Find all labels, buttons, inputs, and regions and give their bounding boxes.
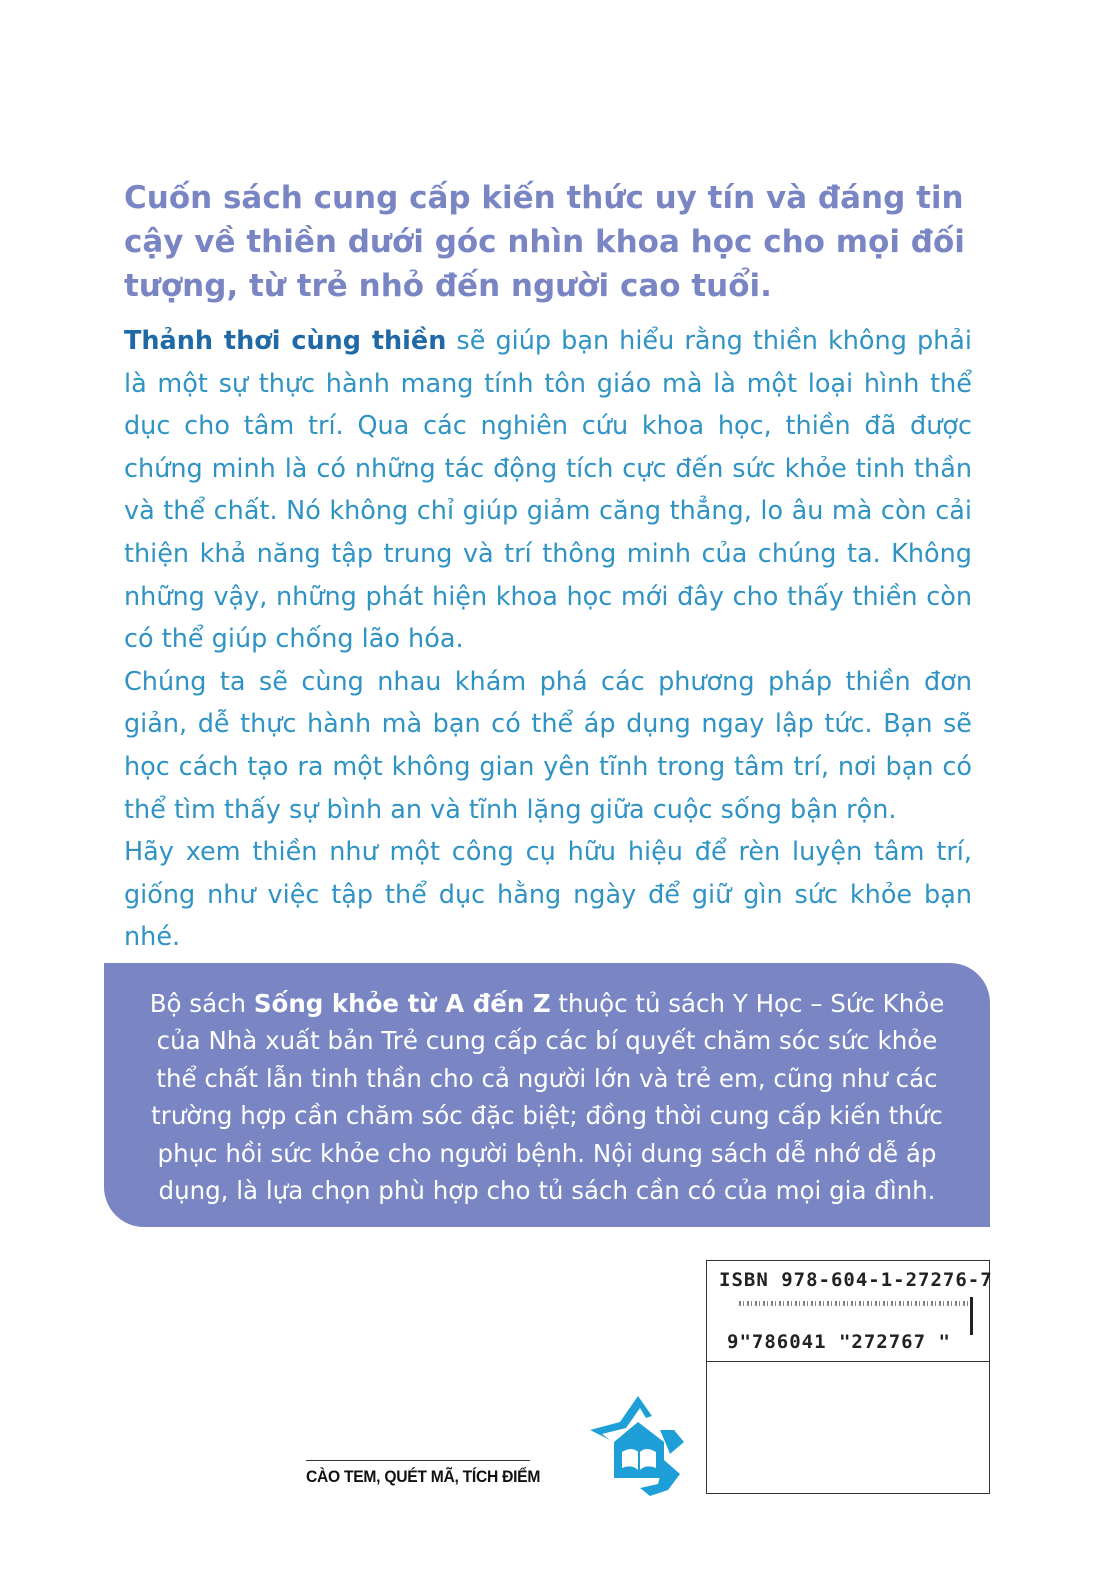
- scratch-scan-label: CÀO TEM, QUÉT MÃ, TÍCH ĐIỂM: [306, 1467, 541, 1486]
- series-info-box: [104, 963, 990, 1227]
- barcode-bars: [739, 1301, 969, 1306]
- barcode-end-bar: [970, 1297, 973, 1335]
- barcode-digits: 9"786041 "272767 ": [727, 1331, 951, 1353]
- series-name: Sống khỏe từ A đến Z: [253, 989, 551, 1018]
- scratch-scan-section: [306, 1460, 541, 1487]
- series-info-text: [134, 985, 960, 1209]
- house-bird-book-leaf-icon: [580, 1390, 692, 1502]
- paragraph-1-text: sẽ giúp bạn hiểu rằng thiền không phải là một sự thực hành mang tính tôn giáo mà là một loại hình thể dục cho tâm trí. Qua các nghiên cứu khoa học, thiền đã được chứng minh là có những tác động tích cực đến sức khỏe tinh thần và thể chất. Nó không chỉ giúp giảm căng thẳng, lo âu mà còn cải thiện khả năng tập trung và trí thông minh của chúng ta. Không những vậy, những phát hiện khoa học mới đây cho thấy thiền còn có thể giúp chống lão hóa.: [124, 326, 972, 655]
- series-prefix: Bộ sách: [149, 989, 254, 1018]
- description-paragraph-2: Chúng ta sẽ cùng nhau khám phá các phương pháp thiền đơn giản, dễ thực hành mà bạn có thể áp dụng ngay lập tức. Bạn sẽ học cách tạo ra một không gian yên tĩnh trong tâm trí, nơi bạn có thể tìm thấy sự bình an và tĩnh lặng giữa cuộc sống bận rộn.: [124, 666, 972, 825]
- intro-heading: Cuốn sách cung cấp kiến thức uy tín và đáng tin cậy về thiền dưới góc nhìn khoa học cho mọi đối tượng, từ trẻ nhỏ đến người cao tuổi.: [124, 180, 965, 304]
- description-paragraph-1: [124, 320, 972, 661]
- isbn-barcode-box: [706, 1260, 993, 1494]
- description-paragraph-3: Hãy xem thiền như một công cụ hữu hiệu để rèn luyện tâm trí, giống như việc tập thể dục hằng ngày để giữ gìn sức khỏe bạn nhé.: [124, 837, 972, 953]
- series-description: thuộc tủ sách Y Học – Sức Khỏe của Nhà xuất bản Trẻ cung cấp các bí quyết chăm sóc sức khỏe thể chất lẫn tinh thần cho cả người lớn và trẻ em, cũng như các trường hợp cần chăm sóc đặc biệt; đồng thời cung cấp kiến thức phục hồi sức khỏe cho người bệnh. Nội dung sách dễ nhớ dễ áp dụng, là lựa chọn phù hợp cho tủ sách cần có của mọi gia đình.: [151, 989, 945, 1206]
- isbn-label: ISBN 978-604-1-27276-7: [719, 1269, 993, 1291]
- scratch-divider: [306, 1460, 530, 1461]
- description-body: [124, 320, 972, 959]
- isbn-barcode-area: [707, 1261, 993, 1362]
- book-title-inline: Thảnh thơi cùng thiền: [124, 326, 447, 356]
